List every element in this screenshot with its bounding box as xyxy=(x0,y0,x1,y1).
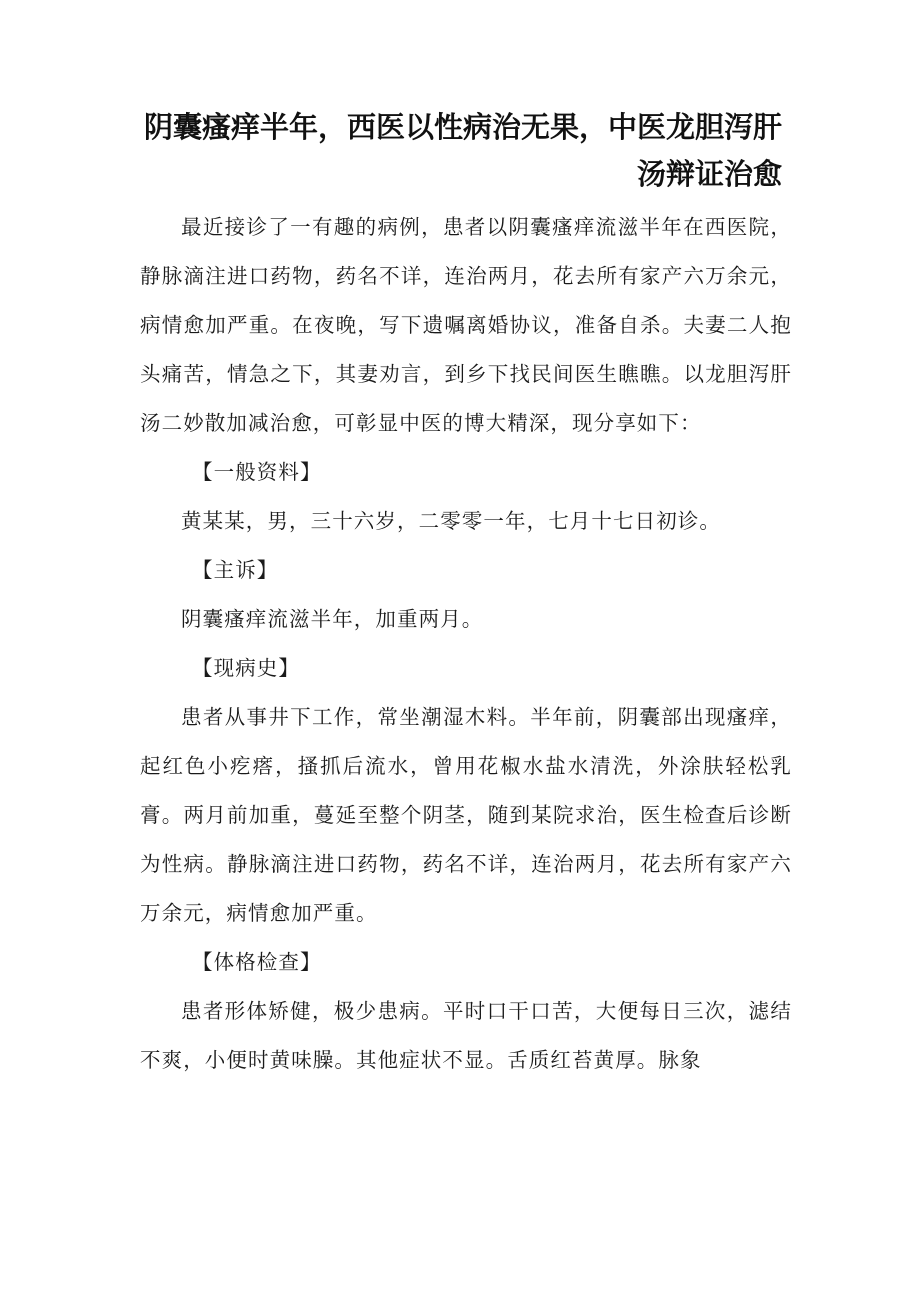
section-text-present-illness: 患者从事井下工作，常坐潮湿木料。半年前，阴囊部出现瘙痒，起红色小疙瘩，搔抓后流水，曾用花椒水盐水清洗，外涂肤轻松乳膏。两月前加重，蔓延至整个阴茎，随到某院求治，医生检查后诊断为性病。静脉滴注进口药物，药名不详，连治两月，花去所有家产六万余元，病情愈加严重。 xyxy=(140,705,792,925)
section-text-chief-complaint: 阴囊瘙痒流滋半年，加重两月。 xyxy=(181,607,484,631)
article-title: 阴囊瘙痒半年，西医以性病治无果，中医龙胆泻肝汤辩证治愈 xyxy=(143,110,782,191)
section-text-physical-exam: 患者形体矫健，极少患病。平时口干口苦，大便每日三次，滤结不爽，小便时黄味臊。其他症状不显。舌质红苔黄厚。脉象 xyxy=(140,999,792,1072)
section-heading-present-illness: 【现病史】 xyxy=(192,656,300,680)
section-heading-chief-complaint: 【主诉】 xyxy=(192,558,279,582)
intro-paragraph: 最近接诊了一有趣的病例，患者以阴囊瘙痒流滋半年在西医院，静脉滴注进口药物，药名不详，连治两月，花去所有家产六万余元，病情愈加严重。在夜晚，写下遗嘱离婚协议，准备自杀。夫妻二人抱头痛苦，情急之下，其妻劝言，到乡下找民间医生瞧瞧。以龙胆泻肝汤二妙散加减治愈，可彰显中医的博大精深，现分享如下： xyxy=(140,215,792,435)
section-text-general-info: 黄某某，男，三十六岁，二零零一年，七月十七日初诊。 xyxy=(181,509,721,533)
article-body xyxy=(140,203,792,1085)
section-heading-physical-exam: 【体格检查】 xyxy=(192,950,322,974)
section-heading-general-info: 【一般资料】 xyxy=(192,460,322,484)
